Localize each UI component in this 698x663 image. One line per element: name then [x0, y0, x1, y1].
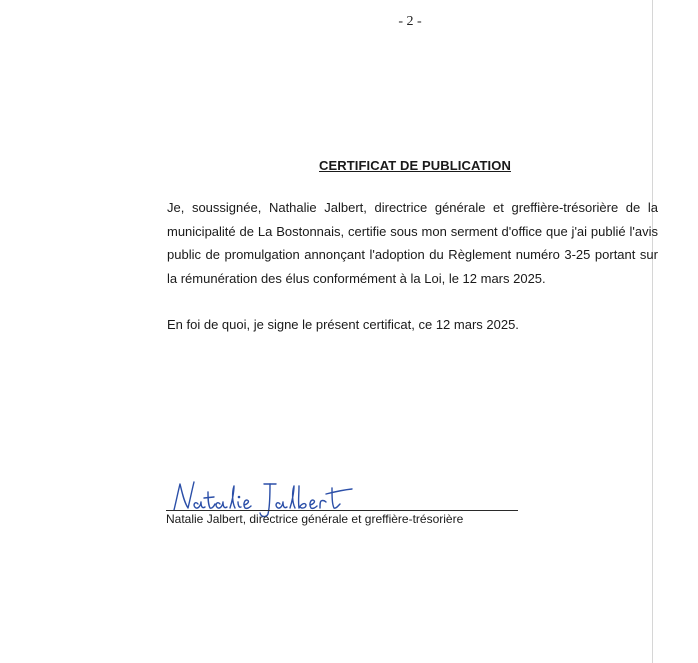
certificate-body-paragraph: Je, soussignée, Nathalie Jalbert, directrice générale et greffière-trésorière de la municipalité de La Bostonnais, certifie sous mon serment d'office que j'ai publié l'avis public de promulgation annonçant l'adoption du Règlement numéro 3-25 portant sur la rémunération des élus conformément à la Loi, le 12 mars 2025. [167, 200, 658, 286]
signer-name-title: Natalie Jalbert, directrice générale et greffière-trésorière [166, 512, 464, 526]
closing-statement: En foi de quoi, je signe le présent certificat, ce 12 mars 2025. [167, 317, 519, 332]
page-number: - 2 - [398, 14, 422, 29]
certificate-title: CERTIFICAT DE PUBLICATION [319, 158, 511, 173]
signature-line [166, 510, 518, 511]
